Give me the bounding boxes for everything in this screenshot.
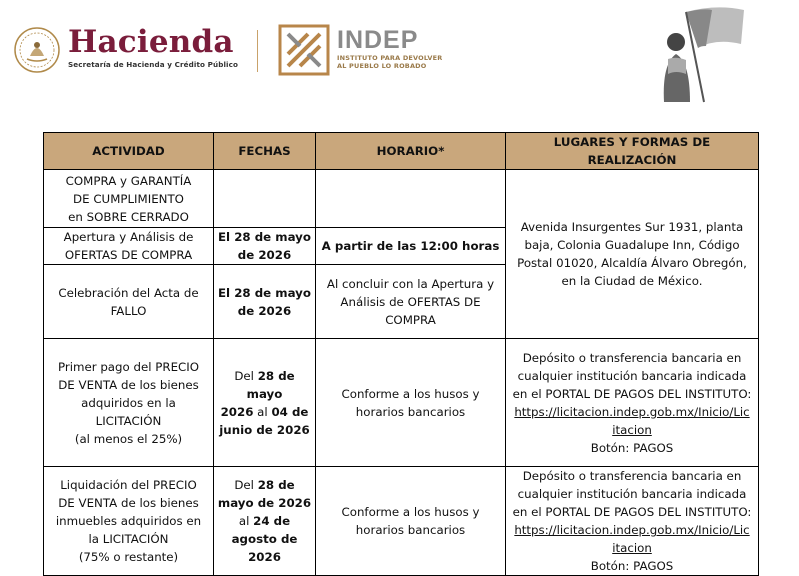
- header-actividad: ACTIVIDAD: [44, 133, 214, 170]
- row-actividad: Celebración del Acta de FALLO: [44, 265, 214, 339]
- indep-logo-icon: [278, 24, 330, 76]
- indep-name: INDEP: [337, 26, 419, 54]
- fechas-end: 04 de: [271, 404, 309, 419]
- boton-pagos: Botón: PAGOS: [590, 559, 674, 573]
- row-fechas: El 28 de mayo de 2026: [214, 228, 316, 265]
- national-seal-icon: [13, 26, 61, 74]
- row-horario: A partir de las 12:00 horas: [316, 228, 506, 265]
- lugar-texto: Depósito o transferencia bancaria en cualquier institución bancaria indicada en el PORTAL DE PAGOS DEL INSTITUTO:: [512, 469, 752, 519]
- row-fechas: El 28 de mayo de 2026: [214, 265, 316, 339]
- row-actividad: Apertura y Análisis de OFERTAS DE COMPRA: [44, 228, 214, 265]
- row-fechas: [214, 170, 316, 228]
- header-horario: HORARIO*: [316, 133, 506, 170]
- fechas-del: Del: [234, 368, 258, 383]
- fechas-year: mayo de 2026: [217, 496, 312, 510]
- fechas-end: 24 de: [253, 514, 291, 528]
- hacienda-logo: [68, 24, 238, 69]
- fechas-end-rest: agosto de 2026: [231, 532, 298, 564]
- fechas-start: 28 de: [257, 478, 295, 492]
- row-horario: Conforme a los husos y horarios bancarios: [316, 339, 506, 467]
- portal-pagos-link[interactable]: https://licitacion.indep.gob.mx/Inicio/Lic: [514, 523, 750, 537]
- indep-subtitle-1: INSTITUTO PARA DEVOLVER: [337, 54, 443, 62]
- header-fechas: FECHAS: [214, 133, 316, 170]
- row-horario: [316, 170, 506, 228]
- fechas-end-rest: junio de 2026: [219, 422, 310, 437]
- table-header-row: [44, 133, 759, 170]
- portal-pagos-link-cont[interactable]: itacion: [612, 541, 652, 555]
- hacienda-name: Hacienda: [68, 24, 234, 60]
- portal-pagos-link[interactable]: https://licitacion.indep.gob.mx/Inicio/Lic: [514, 404, 750, 419]
- table-row: [44, 467, 759, 576]
- indep-wordmark: [337, 26, 442, 70]
- row-lugar-domicilio: Avenida Insurgentes Sur 1931, planta baja, Colonia Guadalupe Inn, Código Postal 01020, Alcaldía Álvaro Obregón, en la Ciudad de México.: [506, 170, 759, 339]
- portal-pagos-link-cont[interactable]: itacion: [612, 422, 652, 437]
- fechas-del: Del: [234, 478, 258, 492]
- row-horario: Al concluir con la Apertura y Análisis de OFERTAS DE COMPRA: [316, 265, 506, 339]
- row-actividad: Primer pago del PRECIO DE VENTA de los bienes adquiridos en la LICITACIÓN (al menos el 25%): [44, 339, 214, 467]
- row-lugar: [506, 467, 759, 576]
- header-lugares: LUGARES Y FORMAS DE REALIZACIÓN: [506, 133, 759, 170]
- row-horario: Conforme a los husos y horarios bancarios: [316, 467, 506, 576]
- hacienda-subtitle: Secretaría de Hacienda y Crédito Público: [68, 60, 238, 69]
- table-row: [44, 339, 759, 467]
- fechas-al: al: [238, 514, 254, 528]
- page-header: [0, 0, 799, 115]
- lugar-texto: Depósito o transferencia bancaria en cualquier institución bancaria indicada en el PORTAL DE PAGOS DEL INSTITUTO:: [512, 350, 752, 401]
- heroine-flag-illustration: [646, 4, 746, 104]
- fechas-year: 2026: [220, 404, 254, 419]
- table-row: [44, 170, 759, 228]
- boton-pagos: Botón: PAGOS: [590, 440, 674, 455]
- row-fechas: [214, 339, 316, 467]
- row-fechas: [214, 467, 316, 576]
- row-lugar: [506, 339, 759, 467]
- fechas-al: al: [253, 404, 272, 419]
- row-actividad: COMPRA y GARANTÍA DE CUMPLIMIENTO en SOBRE CERRADO: [44, 170, 214, 228]
- logo-divider: [257, 30, 258, 72]
- fechas-start: 28 de mayo: [246, 368, 295, 401]
- schedule-table: [43, 132, 759, 576]
- row-actividad: Liquidación del PRECIO DE VENTA de los bienes inmuebles adquiridos en la LICITACIÓN (75% o restante): [44, 467, 214, 576]
- indep-subtitle-2: AL PUEBLO LO ROBADO: [337, 62, 427, 70]
